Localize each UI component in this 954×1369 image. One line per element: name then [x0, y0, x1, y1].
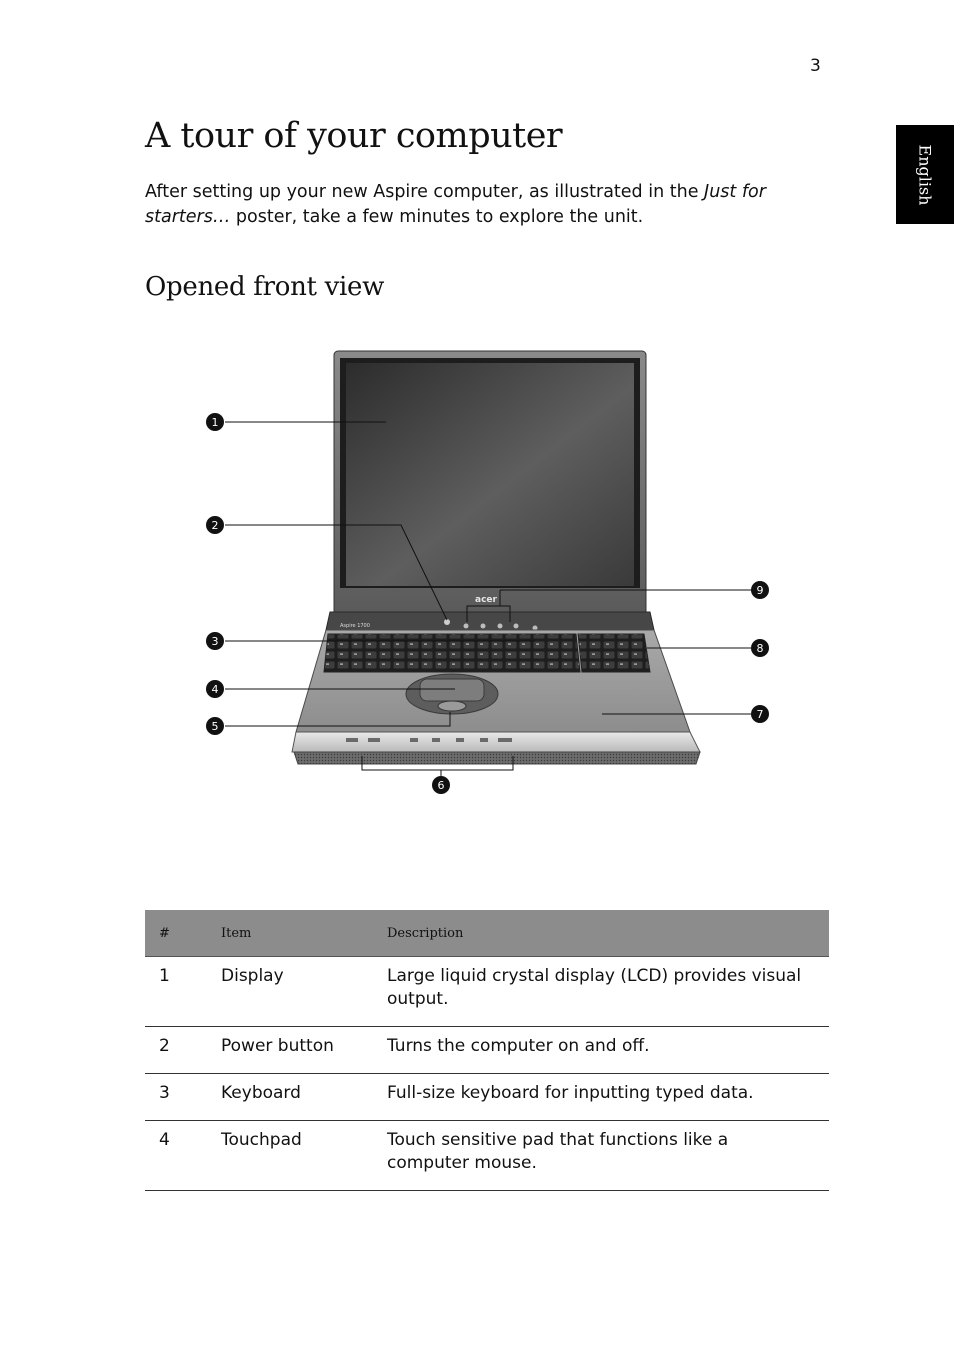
laptop-illustration — [0, 340, 954, 810]
intro-paragraph — [145, 180, 835, 230]
table-row — [145, 957, 829, 1027]
row-description: Large liquid crystal display (LCD) provides visual output. — [387, 957, 829, 1027]
touchpad-buttons — [438, 701, 466, 711]
callout-3 — [206, 632, 224, 650]
intro-text-after: poster, take a few minutes to explore the unit. — [230, 207, 644, 227]
svg-text:9: 9 — [756, 584, 764, 597]
row-number: 2 — [145, 1027, 221, 1074]
col-header-item: Item — [221, 910, 387, 957]
callout-6 — [432, 776, 450, 794]
callout-8 — [751, 639, 769, 657]
poster-title: Just for starters… — [145, 182, 766, 227]
svg-text:3: 3 — [211, 635, 219, 648]
hinge-strip — [326, 612, 654, 631]
row-number: 3 — [145, 1074, 221, 1121]
callout-9 — [751, 581, 769, 599]
laptop-base — [292, 630, 700, 764]
row-number: 4 — [145, 1121, 221, 1191]
table-row — [145, 1074, 829, 1121]
keyboard — [324, 634, 580, 672]
display-lid — [334, 351, 646, 615]
section-title: Opened front view — [145, 272, 385, 302]
row-item: Display — [221, 957, 387, 1027]
language-tab — [896, 125, 954, 224]
table-row — [145, 1121, 829, 1191]
row-description: Turns the computer on and off. — [387, 1027, 829, 1074]
components-table — [145, 910, 829, 1191]
brand-logo: acer — [475, 595, 497, 605]
row-number: 1 — [145, 957, 221, 1027]
callout-5 — [206, 717, 224, 735]
row-item: Power button — [221, 1027, 387, 1074]
col-header-description: Description — [387, 910, 829, 957]
row-description: Full-size keyboard for inputting typed data. — [387, 1074, 829, 1121]
svg-text:1: 1 — [211, 416, 219, 429]
intro-text-before: After setting up your new Aspire computer, as illustrated in the — [145, 182, 705, 202]
model-label: Aspire 1700 — [340, 623, 370, 629]
callout-1 — [206, 413, 224, 431]
svg-text:6: 6 — [437, 779, 445, 792]
table-row — [145, 1027, 829, 1074]
touchpad — [420, 679, 484, 701]
row-description: Touch sensitive pad that functions like a computer mouse. — [387, 1121, 829, 1191]
laptop-figure — [0, 340, 954, 810]
callout-7 — [751, 705, 769, 723]
speaker-grille — [294, 752, 700, 764]
numeric-keypad — [578, 634, 650, 672]
svg-text:5: 5 — [211, 720, 219, 733]
page-number: 3 — [810, 56, 821, 76]
table-header-row — [145, 910, 829, 957]
callout-2 — [206, 516, 224, 534]
svg-text:4: 4 — [211, 683, 219, 696]
language-tab-label: English — [915, 144, 935, 205]
page-title: A tour of your computer — [145, 116, 563, 156]
col-header-number: # — [145, 910, 221, 957]
lcd-screen — [346, 363, 634, 586]
svg-text:8: 8 — [756, 642, 764, 655]
row-item: Keyboard — [221, 1074, 387, 1121]
callout-4 — [206, 680, 224, 698]
svg-text:2: 2 — [211, 519, 219, 532]
svg-text:7: 7 — [756, 708, 764, 721]
row-item: Touchpad — [221, 1121, 387, 1191]
